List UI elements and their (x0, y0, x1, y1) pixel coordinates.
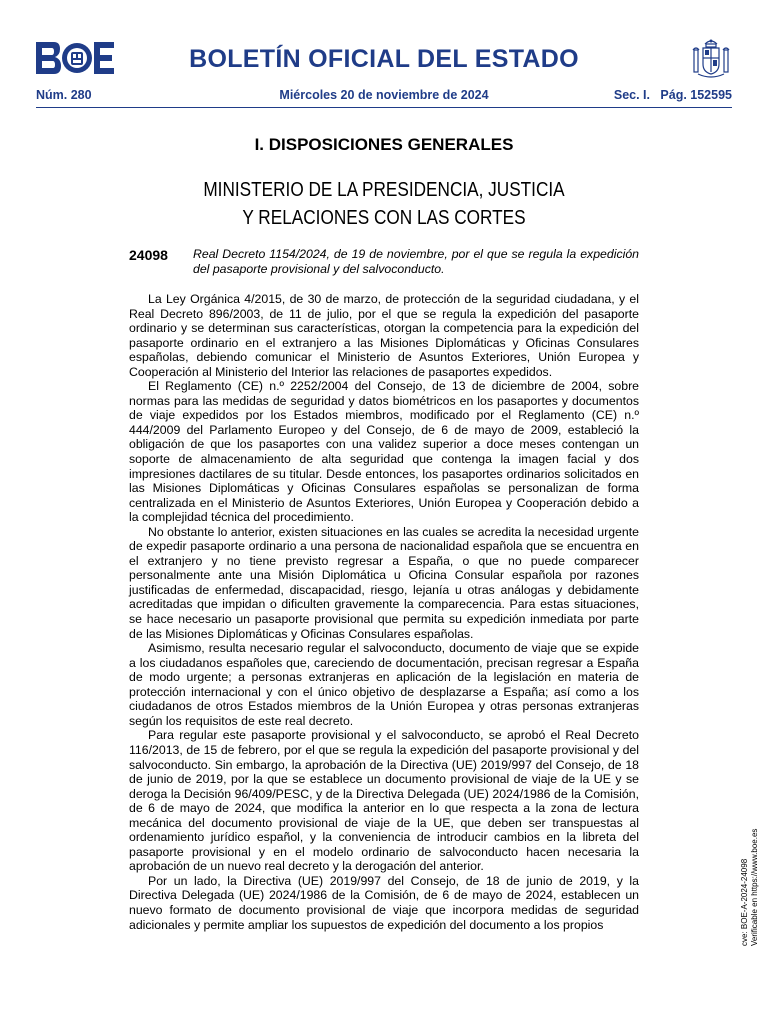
paragraph: Asimismo, resulta necesario regular el salvoconducto, documento de viaje que se expide a los ciudadanos españoles que, careciendo de documentación, precisan regresar a España de modo urgente; a personas extranjeras en aplicación de la legislación en materia de protección internacional y con el único objetivo de desplazarse a España; así como a los ciudadanos de otros Estados miembros de la Unión Europea y otras personas extranjeras según los requisitos de este real decreto. (129, 641, 639, 728)
section-title: I. DISPOSICIONES GENERALES (254, 135, 514, 154)
paragraph: Para regular este pasaporte provisional y el salvoconducto, se aprobó el Real Decreto 116/2013, de 15 de febrero, por el que se regula la expedición del pasaporte provisional y del salvoconducto. Sin embargo, la aprobación de la Directiva (UE) 2019/997 del Consejo, de 18 de junio de 2019, por la que se establece un documento provisional de viaje de la UE y se deroga la Decisión 96/409/PESC, y de la Directiva Delegada (UE) 2024/1986 de la Comisión, de 6 de mayo de 2024, que modifica la anterior en lo que respecta a la zona de lectura mecánica del documento provisional de viaje de la UE, que deben ser transpuestas al ordenamiento jurídico español, y la conveniencia de introducir cambios en la libreta del pasaporte provisional y en el modelo ordinario de salvoconducto hacen necesaria la aprobación de un nuevo real decreto y la derogación del anterior. (129, 728, 639, 874)
verification-url[interactable]: Verificable en https://www.boe.es (750, 828, 759, 946)
ministry-heading (54, 176, 714, 232)
section-page: Sec. I. Pág. 152595 (613, 88, 732, 102)
issue-date: Miércoles 20 de noviembre de 2024 (279, 88, 489, 102)
document-summary: Real Decreto 1154/2024, de 19 de noviembre, por el que se regula la expedición del pasaporte provisional y del salvoconducto. (193, 247, 639, 276)
ministry-line-1: MINISTERIO DE LA PRESIDENCIA, JUSTICIA (203, 179, 565, 201)
cve-code: cve: BOE-A-2024-24098 (740, 858, 749, 946)
paragraph: La Ley Orgánica 4/2015, de 30 de marzo, de protección de la seguridad ciudadana, y el Real Decreto 896/2003, de 11 de julio, por el que se regula la expedición del pasaporte ordinario y se determinan sus características, otorgan la competencia para la expedición del pasaporte ordinario en el extranjero a las Misiones Diplomáticas y Oficinas Consulares españolas, debiendo comunicar el Ministerio de Asuntos Exteriores, Unión Europea y Cooperación al Ministerio del Interior las relaciones de pasaportes expedidos. (129, 292, 639, 379)
document-number: 24098 (129, 247, 168, 263)
verification-stamp (740, 829, 760, 946)
ministry-line-2: Y RELACIONES CON LAS CORTES (242, 207, 526, 229)
document-body (129, 292, 639, 932)
paragraph: El Reglamento (CE) n.º 2252/2004 del Consejo, de 13 de diciembre de 2004, sobre normas para las medidas de seguridad y datos biométricos en los pasaportes y documentos de viaje expedidos por los Estados miembros, modificado por el Reglamento (CE) n.º 444/2009 del Parlamento Europeo y del Consejo, de 6 de mayo de 2009, estableció la obligación de que los pasaportes con una validez superior a doce meses contengan un soporte de almacenamiento de alta seguridad que contenga la imagen facial y dos impresiones dactilares de su titular. Desde entonces, los pasaportes ordinarios solicitados en las Misiones Diplomáticas y Oficinas Consulares españolas se personalizan de forma centralizada en el Ministerio de Asuntos Exteriores, Unión Europea y Cooperación debido a la complejidad técnica del procedimiento. (129, 379, 639, 525)
paragraph: No obstante lo anterior, existen situaciones en las cuales se acredita la necesidad urgente de expedir pasaporte ordinario a una persona de nacionalidad española que se encuentra en el extranjero y no tiene previsto regresar a España, o que no puede comparecer personalmente ante una Misión Diplomática u Oficina Consular española por razones justificadas de enfermedad, discapacidad, riesgo, lejanía u otras análogas y debidamente acreditadas que impidan o dificulten gravemente la comparecencia. Para estas situaciones, se hace necesario un pasaporte provisional que permita su expedición inmediata por parte de las Misiones Diplomáticas y Oficinas Consulares españolas. (129, 524, 639, 641)
coat-of-arms-icon (691, 36, 731, 80)
paragraph: Por un lado, la Directiva (UE) 2019/997 del Consejo, de 18 de junio de 2019, y la Directiva Delegada (UE) 2024/1986 de la Comisión, de 6 de mayo de 2024, establecen un nuevo formato de documento provisional de viaje que incorpora medidas de seguridad adicionales y permite ampliar los supuestos de expedición del documento a los propios (129, 873, 639, 932)
issue-number: Núm. 280 (36, 88, 92, 102)
issue-header (36, 88, 732, 108)
header-divider (36, 107, 732, 108)
bulletin-title: BOLETÍN OFICIAL DEL ESTADO (189, 45, 579, 73)
